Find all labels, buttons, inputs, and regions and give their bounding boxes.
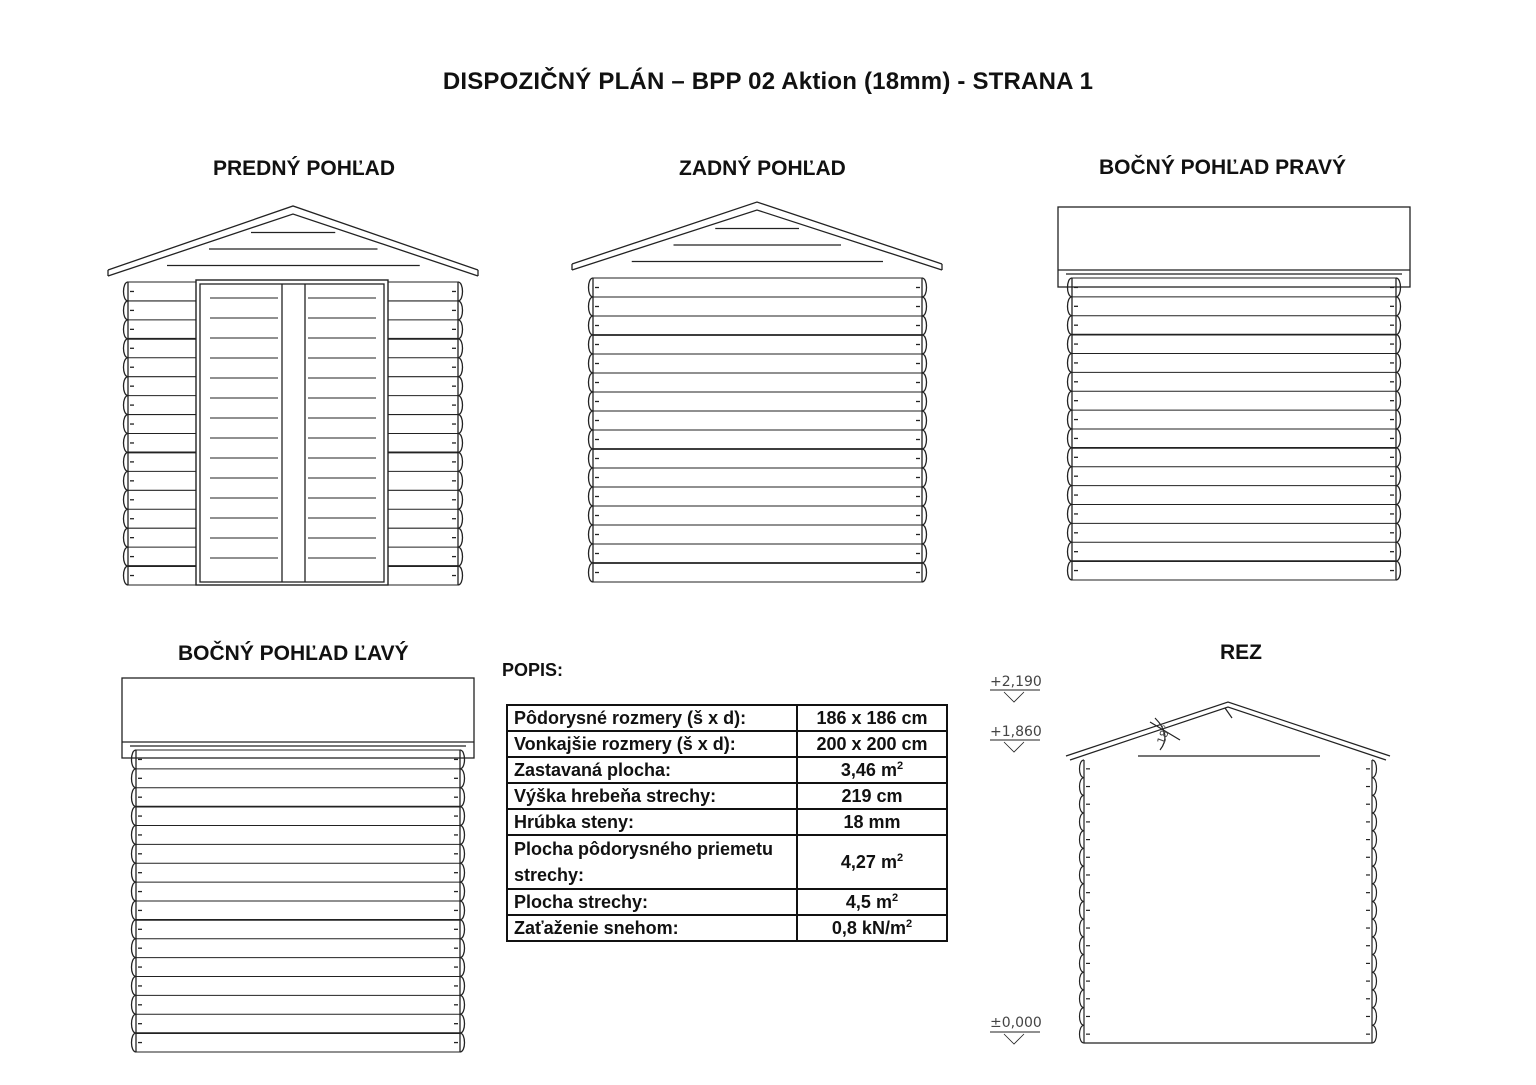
- log-end: [1080, 937, 1085, 955]
- back-elevation-drawing: [572, 202, 942, 582]
- log-end: [132, 920, 137, 939]
- ridge-mark: [1225, 708, 1232, 718]
- level-label-ground: ±0,000: [990, 1015, 1042, 1031]
- spec-row: [507, 809, 947, 835]
- log-end: [458, 377, 463, 396]
- section-view-label: REZ: [1220, 641, 1262, 664]
- spec-row: [507, 889, 947, 915]
- log-end: [922, 506, 927, 525]
- log-end: [132, 939, 137, 958]
- log-end: [1068, 429, 1073, 448]
- log-end: [589, 373, 594, 392]
- log-end: [1372, 831, 1377, 849]
- roof-fascia: [108, 214, 478, 276]
- log-end: [458, 528, 463, 547]
- log-end: [1068, 505, 1073, 524]
- spec-value: 4,5 $m^2$: [797, 889, 947, 915]
- log-end: [458, 301, 463, 320]
- log-end: [1068, 335, 1073, 354]
- log-end: [460, 1033, 465, 1052]
- log-end: [922, 468, 927, 487]
- spec-label: Plocha strechy:: [507, 889, 797, 915]
- log-end: [1080, 990, 1085, 1008]
- log-end: [458, 339, 463, 358]
- log-end: [1396, 542, 1401, 561]
- log-end: [1080, 866, 1085, 884]
- right-side-view-label: BOČNÝ POHĽAD PRAVÝ: [1099, 156, 1346, 179]
- log-end: [1396, 467, 1401, 486]
- log-end: [124, 509, 129, 528]
- log-end: [1372, 919, 1377, 937]
- log-end: [460, 958, 465, 977]
- log-end: [1396, 316, 1401, 335]
- log-end: [124, 566, 129, 585]
- log-end: [1396, 372, 1401, 391]
- log-end: [124, 528, 129, 547]
- log-end: [1068, 486, 1073, 505]
- spec-row: [507, 757, 947, 783]
- log-end: [458, 320, 463, 339]
- log-end: [460, 788, 465, 807]
- spec-value: 18 mm: [797, 809, 947, 835]
- log-end: [132, 958, 137, 977]
- log-end: [589, 544, 594, 563]
- log-end: [589, 430, 594, 449]
- log-end: [1396, 448, 1401, 467]
- log-end: [922, 487, 927, 506]
- log-end: [124, 282, 129, 301]
- log-end: [132, 1033, 137, 1052]
- log-end: [124, 377, 129, 396]
- back-view-label: ZADNÝ POHĽAD: [679, 157, 846, 180]
- log-end: [1080, 813, 1085, 831]
- log-end: [1080, 919, 1085, 937]
- spec-label: Zaťaženie snehom:: [507, 915, 797, 941]
- spec-label: Vonkajšie rozmery (š x d):: [507, 731, 797, 757]
- log-end: [1068, 297, 1073, 316]
- log-end: [1396, 429, 1401, 448]
- log-end: [460, 750, 465, 769]
- log-end: [124, 396, 129, 415]
- log-end: [458, 566, 463, 585]
- log-end: [589, 316, 594, 335]
- log-end: [1068, 523, 1073, 542]
- log-end: [458, 282, 463, 301]
- level-marker-triangle: [1004, 742, 1024, 752]
- log-end: [458, 490, 463, 509]
- spec-row: [507, 783, 947, 809]
- log-end: [922, 354, 927, 373]
- log-end: [922, 544, 927, 563]
- log-end: [589, 525, 594, 544]
- log-end: [124, 339, 129, 358]
- log-end: [1080, 902, 1085, 920]
- log-end: [1396, 354, 1401, 373]
- section-drawing: [990, 690, 1390, 1044]
- log-end: [124, 301, 129, 320]
- log-end: [1372, 955, 1377, 973]
- log-end: [124, 320, 129, 339]
- log-end: [1080, 1025, 1085, 1043]
- log-end: [589, 449, 594, 468]
- log-end: [1372, 848, 1377, 866]
- log-end: [124, 415, 129, 434]
- log-end: [1068, 410, 1073, 429]
- log-end: [589, 411, 594, 430]
- log-end: [589, 278, 594, 297]
- log-end: [124, 452, 129, 471]
- log-end: [1396, 523, 1401, 542]
- left-side-elevation-drawing: [122, 678, 474, 1052]
- level-label-top: +2,190: [990, 674, 1042, 690]
- spec-row: [507, 731, 947, 757]
- log-end: [460, 1014, 465, 1033]
- log-end: [1068, 542, 1073, 561]
- door-inner: [200, 284, 384, 582]
- log-end: [922, 297, 927, 316]
- log-end: [460, 769, 465, 788]
- log-end: [1396, 561, 1401, 580]
- log-end: [922, 373, 927, 392]
- log-end: [1080, 848, 1085, 866]
- right-side-elevation-drawing: [1058, 207, 1410, 580]
- log-end: [1068, 316, 1073, 335]
- log-end: [1068, 561, 1073, 580]
- log-end: [132, 750, 137, 769]
- log-end: [922, 335, 927, 354]
- spec-label: Plocha pôdorysného priemetu strechy:: [507, 835, 797, 889]
- log-end: [589, 506, 594, 525]
- log-end: [124, 434, 129, 453]
- spec-row: [507, 915, 947, 941]
- log-end: [589, 392, 594, 411]
- spec-label: Výška hrebeňa strechy:: [507, 783, 797, 809]
- log-end: [1372, 866, 1377, 884]
- log-end: [132, 977, 137, 996]
- log-end: [460, 977, 465, 996]
- log-end: [1080, 795, 1085, 813]
- log-end: [1080, 972, 1085, 990]
- log-end: [1372, 990, 1377, 1008]
- log-end: [1080, 955, 1085, 973]
- log-end: [1080, 1008, 1085, 1026]
- log-end: [589, 297, 594, 316]
- log-end: [589, 563, 594, 582]
- log-end: [124, 471, 129, 490]
- log-end: [1372, 902, 1377, 920]
- log-end: [1396, 486, 1401, 505]
- log-end: [132, 807, 137, 826]
- log-end: [1068, 391, 1073, 410]
- log-end: [1396, 505, 1401, 524]
- log-end: [1372, 1025, 1377, 1043]
- log-end: [132, 769, 137, 788]
- log-end: [458, 358, 463, 377]
- log-end: [458, 509, 463, 528]
- log-end: [132, 826, 137, 845]
- log-end: [460, 995, 465, 1014]
- spec-value: 186 x 186 cm: [797, 705, 947, 731]
- log-end: [132, 901, 137, 920]
- log-end: [589, 354, 594, 373]
- log-end: [922, 278, 927, 297]
- spec-row: [507, 705, 947, 731]
- log-end: [460, 807, 465, 826]
- left-side-view-label: BOČNÝ POHĽAD ĽAVÝ: [178, 642, 409, 665]
- log-end: [1080, 884, 1085, 902]
- log-end: [458, 547, 463, 566]
- log-end: [1396, 297, 1401, 316]
- log-end: [458, 452, 463, 471]
- log-end: [458, 415, 463, 434]
- log-end: [458, 471, 463, 490]
- log-end: [589, 468, 594, 487]
- log-end: [1068, 354, 1073, 373]
- log-end: [922, 430, 927, 449]
- spec-value: 0,8 $kN/m^2$: [797, 915, 947, 941]
- log-end: [1372, 972, 1377, 990]
- log-end: [1372, 813, 1377, 831]
- log-end: [460, 939, 465, 958]
- roof-panel: [1058, 207, 1410, 287]
- log-end: [132, 863, 137, 882]
- spec-table: [506, 704, 948, 942]
- page-title: DISPOZIČNÝ PLÁN – BPP 02 Aktion (18mm) - STRANA 1: [442, 68, 1094, 95]
- log-end: [132, 788, 137, 807]
- level-marker-triangle: [1004, 692, 1024, 702]
- spec-row: [507, 835, 947, 889]
- log-end: [922, 525, 927, 544]
- log-end: [460, 826, 465, 845]
- log-end: [1372, 1008, 1377, 1026]
- log-end: [132, 995, 137, 1014]
- log-end: [460, 844, 465, 863]
- log-end: [1396, 335, 1401, 354]
- section-roof-outer: [1066, 702, 1390, 756]
- log-end: [922, 392, 927, 411]
- log-end: [922, 411, 927, 430]
- log-end: [460, 882, 465, 901]
- log-end: [1372, 778, 1377, 796]
- roof-outline: [108, 206, 478, 270]
- popis-label: POPIS:: [502, 660, 564, 680]
- front-view-label: PREDNÝ POHĽAD: [213, 157, 396, 180]
- section-roof-inner: [1070, 707, 1386, 760]
- log-end: [1372, 937, 1377, 955]
- log-end: [1068, 372, 1073, 391]
- log-end: [1372, 760, 1377, 778]
- log-end: [922, 449, 927, 468]
- log-end: [460, 920, 465, 939]
- log-end: [1068, 467, 1073, 486]
- spec-label: Hrúbka steny:: [507, 809, 797, 835]
- spec-value: 4,27 $m^2$: [797, 835, 947, 889]
- spec-value: 3,46 $m^2$: [797, 757, 947, 783]
- level-marker-triangle: [1004, 1034, 1024, 1044]
- front-elevation-drawing: [108, 206, 478, 585]
- log-end: [1396, 391, 1401, 410]
- roof-angle-label: 18°: [1154, 723, 1174, 747]
- log-end: [460, 863, 465, 882]
- log-end: [132, 1014, 137, 1033]
- log-end: [922, 316, 927, 335]
- spec-value: 219 cm: [797, 783, 947, 809]
- roof-outline: [572, 202, 942, 264]
- log-end: [922, 563, 927, 582]
- log-end: [458, 434, 463, 453]
- log-end: [458, 396, 463, 415]
- log-end: [132, 882, 137, 901]
- log-end: [589, 487, 594, 506]
- log-end: [460, 901, 465, 920]
- level-label-eave: +1,860: [990, 724, 1042, 740]
- spec-value: 200 x 200 cm: [797, 731, 947, 757]
- log-end: [1396, 410, 1401, 429]
- log-end: [589, 335, 594, 354]
- log-end: [124, 358, 129, 377]
- log-end: [1080, 831, 1085, 849]
- log-end: [1080, 760, 1085, 778]
- log-end: [1372, 795, 1377, 813]
- log-end: [124, 547, 129, 566]
- spec-label: Zastavaná plocha:: [507, 757, 797, 783]
- log-end: [1372, 884, 1377, 902]
- spec-label: Pôdorysné rozmery (š x d):: [507, 705, 797, 731]
- log-end: [1080, 778, 1085, 796]
- log-end: [132, 844, 137, 863]
- log-end: [124, 490, 129, 509]
- log-end: [1068, 448, 1073, 467]
